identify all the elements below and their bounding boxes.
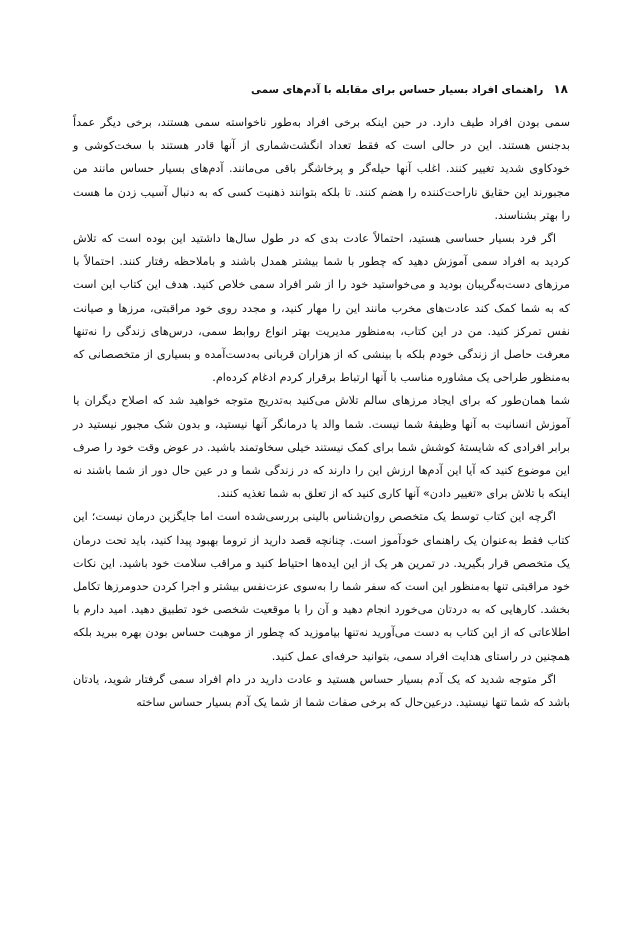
- paragraph: اگرچه این کتاب توسط یک متخصص روان‌شناس بالینی بررسی‌شده است اما جایگزین درمان نیست؛ این کتاب فقط به‌عنوان یک راهنمای خودآموز است. چنانچه قصد دارید از تروما بهبود پیدا کنید، باید تحت درمان یک متخصص قرار بگیرید. در تمرین هر یک از این ایده‌ها احتیاط کنید و مراقب سلامت خود باشید. این نکات خود مراقبتی تنها به‌منظور این است که سفر شما را به‌سوی عزت‌نفس بیشتر و اجرا کردن حدومرزها تکامل بخشد. کارهایی که به دردتان می‌خورد انجام دهید و آن را با موقعیت شخصی خود تطبیق دهید. امید دارم با اطلاعاتی که از این کتاب به دست می‌آورید نه‌تنها بیاموزید که چطور از موهبت حساس بودن بهره ببرید بلکه همچنین در راستای هدایت افراد سمی، بتوانید حرفه‌ای عمل کنید.: [73, 510, 570, 663]
- body-text: [73, 111, 570, 714]
- paragraph: سمی بودن افراد طیف دارد. در حین اینکه برخی افراد به‌طور ناخواسته سمی هستند، برخی دیگر عمداً بدجنس هستند. این در حالی است که فقط تعداد انگشت‌شماری از آنها قادر هستند با سخت‌کوشی و خودکاوی شدید تغییر کنند. اغلب آنها حیله‌گر و پرخاشگر باقی می‌مانند. آدم‌های بسیار حساس مانند من مجبورند این حقایق ناراحت‌کننده را هضم کنند. تا بلکه بتوانند ذهنیت کسی که به دنبال آسیب زدن ما هست را بهتر بشناسند.: [73, 116, 570, 222]
- running-head: [73, 82, 570, 104]
- page-number: ۱۸: [553, 82, 568, 96]
- paragraph: اگر فرد بسیار حساسی هستید، احتمالاً عادت بدی که در طول سال‌ها داشتید این بوده است که تلاش کردید به افراد سمی آموزش دهید که چطور با شما بیشتر همدل باشند و باملاحظه رفتار کنند. احتمالاً با مرزهای دست‌به‌گریبان بودید و می‌خواستید خود را از شر افراد سمی خلاص کنید. هدف این کتاب این است که به شما کمک کند عادت‌های مخرب مانند این را مهار کنید، و مجدد روی خود مراقبتی، مرزها و صیانت نفس تمرکز کنید. من در این کتاب، به‌منظور مدیریت بهتر انواع روابط سمی، درس‌های زندگی را نه‌تنها معرفت حاصل از زندگی خودم بلکه با بینشی که از هزاران قربانی به‌دست‌آمده و بسیاری از متخصصانی که به‌منظور طراحی یک مشاوره مناسب با آنها ارتباط برقرار کردم ادغام کرده‌ام.: [73, 232, 570, 385]
- paragraph: اگر متوجه شدید که یک آدم بسیار حساس هستید و عادت دارید در دام افراد سمی گرفتار شوید، یادتان باشد که شما تنها نیستید. درعین‌حال که برخی صفات شما از شما یک آدم بسیار حساس ساخته: [73, 672, 570, 710]
- book-title: راهنمای افراد بسیار حساس برای مقابله با آدم‌های سمی: [251, 84, 544, 96]
- paragraph: شما همان‌طور که برای ایجاد مرزهای سالم تلاش می‌کنید به‌تدریج متوجه خواهید شد که اصلاح دیگران یا آموزش انسانیت به آنها وظیفهٔ شما نیست. شما والد یا درمانگر آنها نیستید، و بدون شک مجبور نیستید در برابر افرادی که شایستهٔ کوشش شما برای کمک نیستند خیلی سخاوتمند باشید. در عوض وقت خود را صرف این موضوع کنید که آیا این آدم‌ها ارزش این را دارند که در زندگی شما و در عین حال دور از شما باشند نه اینکه با تلاش برای «تغییر دادن» آنها کاری کنید که از تعلق به شما تغذیه کنند.: [73, 394, 570, 501]
